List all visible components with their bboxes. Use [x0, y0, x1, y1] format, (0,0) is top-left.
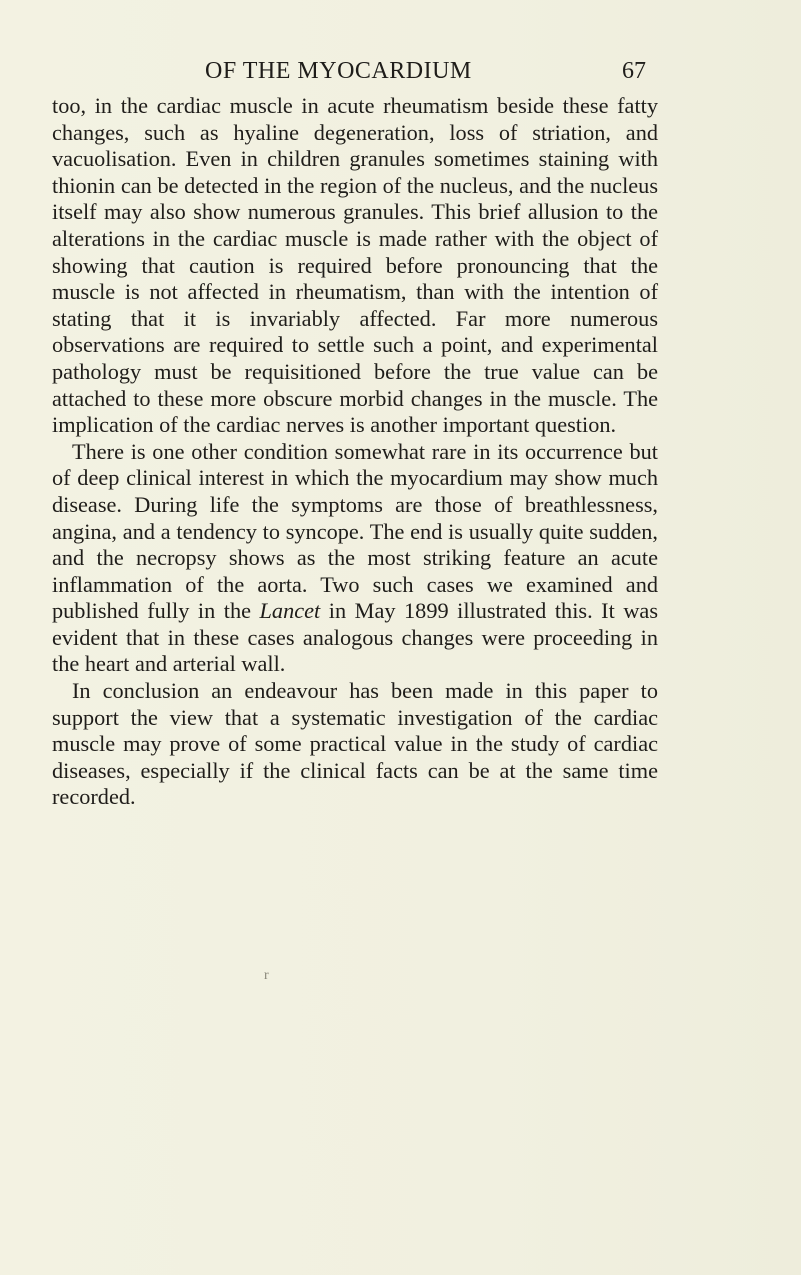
running-title: OF THE MYOCARDIUM [205, 58, 472, 84]
paragraph-2-text-a: There is one other condition somewhat rare in its occurrence but of deep clinical interest in which the myocardium may show much disease. During life the symptoms are those of breathlessness, angina, and a tendency to syncope. The end is usually quite sudden, and the necropsy shows as the most striking feature an acute inflammation of the aorta. Two such cases we examined and published fully in the [52, 438, 658, 624]
journal-title: Lancet [259, 598, 321, 624]
paragraph-1 [52, 93, 658, 439]
body-text [52, 93, 658, 811]
paragraph-3 [52, 678, 658, 811]
paragraph-3-text: In conclusion an endeavour has been made in this paper to support the view that a systematic investigation of the cardiac muscle may prove of some practical value in the study of cardiac diseases, especially if the clinical facts can be at the same time recorded. [52, 678, 658, 810]
page-number: 67 [622, 58, 646, 84]
running-head [52, 58, 652, 92]
paragraph-1-text: too, in the cardiac muscle in acute rheumatism beside these fatty changes, such as hyaline degeneration, loss of striation, and vacuolisation. Even in children granules sometimes staining with thionin can be detected in the region of the nucleus, and the nucleus itself may also show numerous granules. This brief allusion to the alterations in the cardiac muscle is made rather with the object of showing that caution is required before pronouncing that the muscle is not affected in rheumatism, than with the intention of stating that it is invariably affected. Far more numerous observations are required to settle such a point, and experimental pathology must be requisitioned before the true value can be attached to these more obscure morbid changes in the muscle. The implication of the cardiac nerves is another important question. [52, 93, 658, 438]
stray-print-mark: r [264, 968, 269, 983]
paragraph-2 [52, 439, 658, 678]
paragraph-2-text-b: in May 1899 illustrated this. It was evident that in these cases analogous changes were proceeding in the heart and arterial wall. [52, 598, 658, 677]
